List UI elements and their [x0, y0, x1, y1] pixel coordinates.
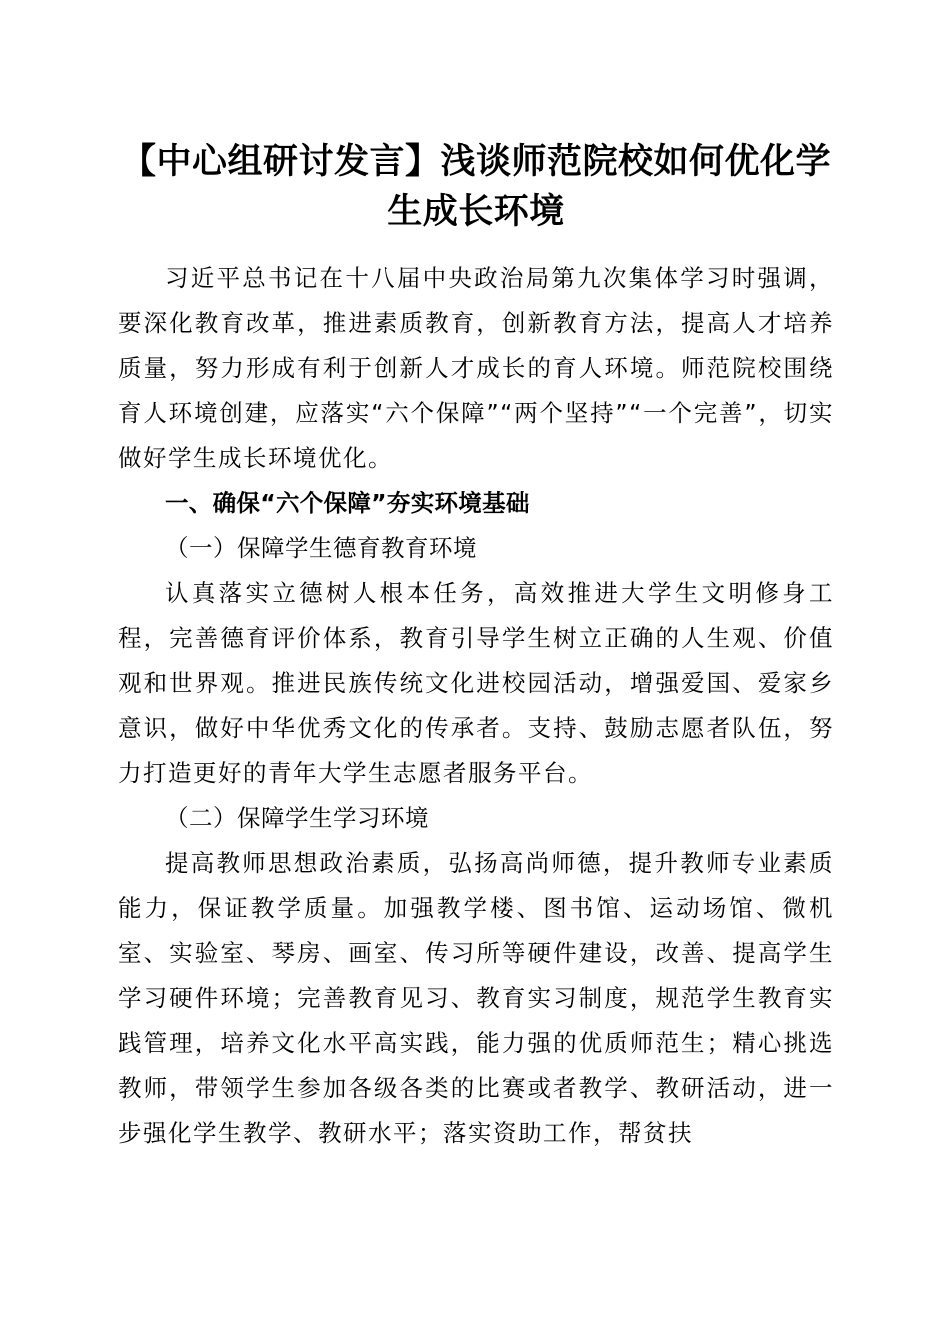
subsection-paragraph-1: 认真落实立德树人根本任务，高效推进大学生文明修身工程，完善德育评价体系，教育引导学生树立正确的人生观、价值观和世界观。推进民族传统文化进校园活动，增强爱国、爱家乡意识，做好中华优秀文化的传承者。支持、鼓励志愿者队伍，努力打造更好的青年大学生志愿者服务平台。 [118, 579, 834, 787]
subsection-heading-2: （二）保障学生学习环境 [165, 804, 429, 832]
intro-paragraph: 习近平总书记在十八届中央政治局第九次集体学习时强调，要深化教育改革，推进素质教育，创新教育方法，提高人才培养质量，努力形成有利于创新人才成长的育人环境。师范院校围绕育人环境创建，应落实“六个保障”“两个坚持”“一个完善”，切实做好学生成长环境优化。 [118, 264, 834, 472]
section-heading-1: 一、确保“六个保障”夯实环境基础 [165, 489, 530, 517]
document-title-line-1: 【中心组研讨发言】浅谈师范院校如何优化学 [120, 141, 831, 182]
subsection-paragraph-2: 提高教师思想政治素质，弘扬高尚师德，提升教师专业素质能力，保证教学质量。加强教学楼、图书馆、运动场馆、微机室、实验室、琴房、画室、传习所等硬件建设，改善、提高学生学习硬件环境；完善教育见习、教育实习制度，规范学生教育实践管理，培养文化水平高实践，能力强的优质师范生；精心挑选教师，带领学生参加各级各类的比赛或者教学、教研活动，进一步强化学生教学、教研水平；落实资助工作，帮贫扶 [118, 849, 834, 1147]
document-title-line-2: 生成长环境 [387, 191, 565, 232]
document-body [118, 256, 834, 1156]
subsection-heading-1: （一）保障学生德育教育环境 [165, 534, 477, 562]
document-title [118, 137, 834, 237]
